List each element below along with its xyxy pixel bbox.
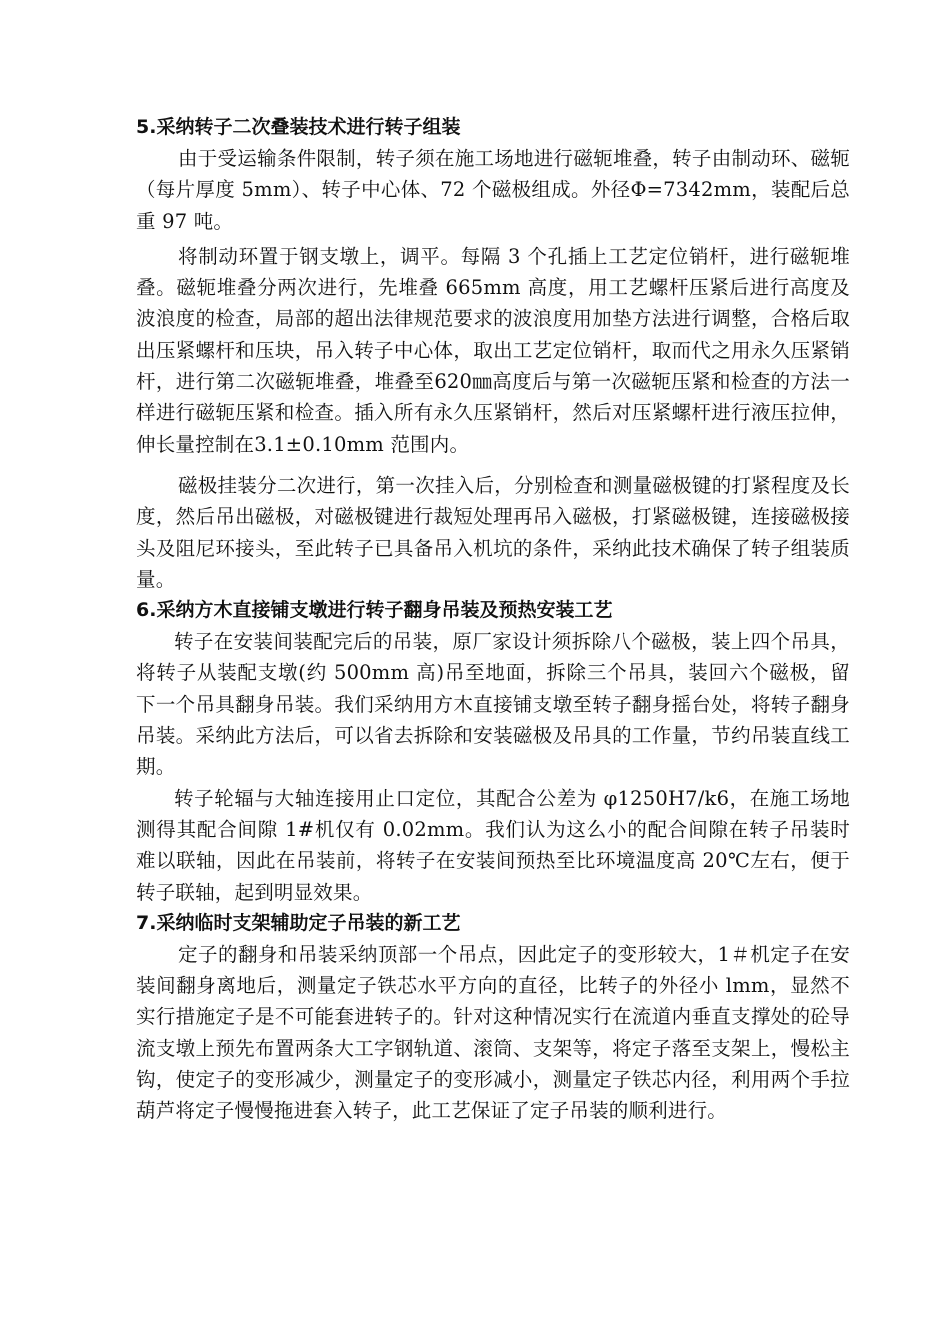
section-6-paragraph-1: 转子在安装间装配完后的吊装，原厂家设计须拆除八个磁极，装上四个吊具，将转子从装配支墩(约 500mm 高)吊至地面，拆除三个吊具，装回六个磁极，留下一个吊具翻身吊装。我们采纳用方木直接铺支墩至转子翻身摇台处，将转子翻身吊装。采纳此方法后，可以省去拆除和安装磁极及吊具的工作量，节约吊装直线工期。 — [136, 630, 850, 779]
section-7-paragraph-1: 定子的翻身和吊装采纳顶部一个吊点，因此定子的变形较大，1＃机定子在安装间翻身离地后，测量定子铁芯水平方向的直径，比转子的外径小 lmm，显然不实行措施定子是不可能套进转子的。针对这种情况实行在流道内垂直支撑处的砼导流支墩上预先布置两条大工字钢轨道、滚筒、支架等，将定子落至支架上，慢松主钩，使定子的变形减少，测量定子的变形减小，测量定子铁芯内径，利用两个手拉葫芦将定子慢慢拖进套入转子，此工艺保证了定子吊装的顺利进行。 — [136, 942, 850, 1123]
section-5-heading: 5.采纳转子二次叠装技术进行转子组装 — [136, 116, 461, 138]
section-5-paragraph-3: 磁极挂装分二次进行，第一次挂入后，分别检查和测量磁极键的打紧程度及长度，然后吊出磁极，对磁极键进行裁短处理再吊入磁极，打紧磁极键，连接磁极接头及阻尼环接头，至此转子已具备吊入机坑的条件，采纳此技术确保了转子组装质量。 — [136, 473, 850, 591]
section-5-paragraph-2: 将制动环置于钢支墩上，调平。每隔 3 个孔插上工艺定位销杆，进行磁轭堆叠。磁轭堆叠分两次进行，先堆叠 665mm 高度，用工艺螺杆压紧后进行高度及波浪度的检查，局部的超出法律规范要求的波浪度用加垫方法进行调整，合格后取出压紧螺杆和压块，吊入转子中心体，取出工艺定位销杆，取而代之用永久压紧销杆，进行第二次磁轭堆叠，堆叠至620㎜高度后与第一次磁轭压紧和检查的方法一样进行磁轭压紧和检查。插入所有永久压紧销杆，然后对压紧螺杆进行液压拉伸，伸长量控制在3.1±0.10mm 范围内。 — [136, 244, 850, 456]
section-6-heading: 6.采纳方木直接铺支墩进行转子翻身吊装及预热安装工艺 — [136, 599, 613, 622]
section-6-paragraph-2: 转子轮辐与大轴连接用止口定位，其配合公差为 φ1250H7/k6，在施工场地测得其配合间隙 1#机仅有 0.02mm。我们认为这么小的配合间隙在转子吊装时难以联轴，因此在吊装前，将转子在安装间预热至比环境温度高 20℃左右，便于转子联轴，起到明显效果。 — [136, 786, 850, 904]
section-5-paragraph-1: 由于受运输条件限制，转子须在施工场地进行磁轭堆叠，转子由制动环、磁轭（每片厚度 5mm）、转子中心体、72 个磁极组成。外径Φ=7342mm，装配后总重 97 吨。 — [136, 147, 850, 233]
document-body — [136, 112, 850, 1127]
section-7-heading: 7.采纳临时支架辅助定子吊装的新工艺 — [136, 911, 461, 934]
